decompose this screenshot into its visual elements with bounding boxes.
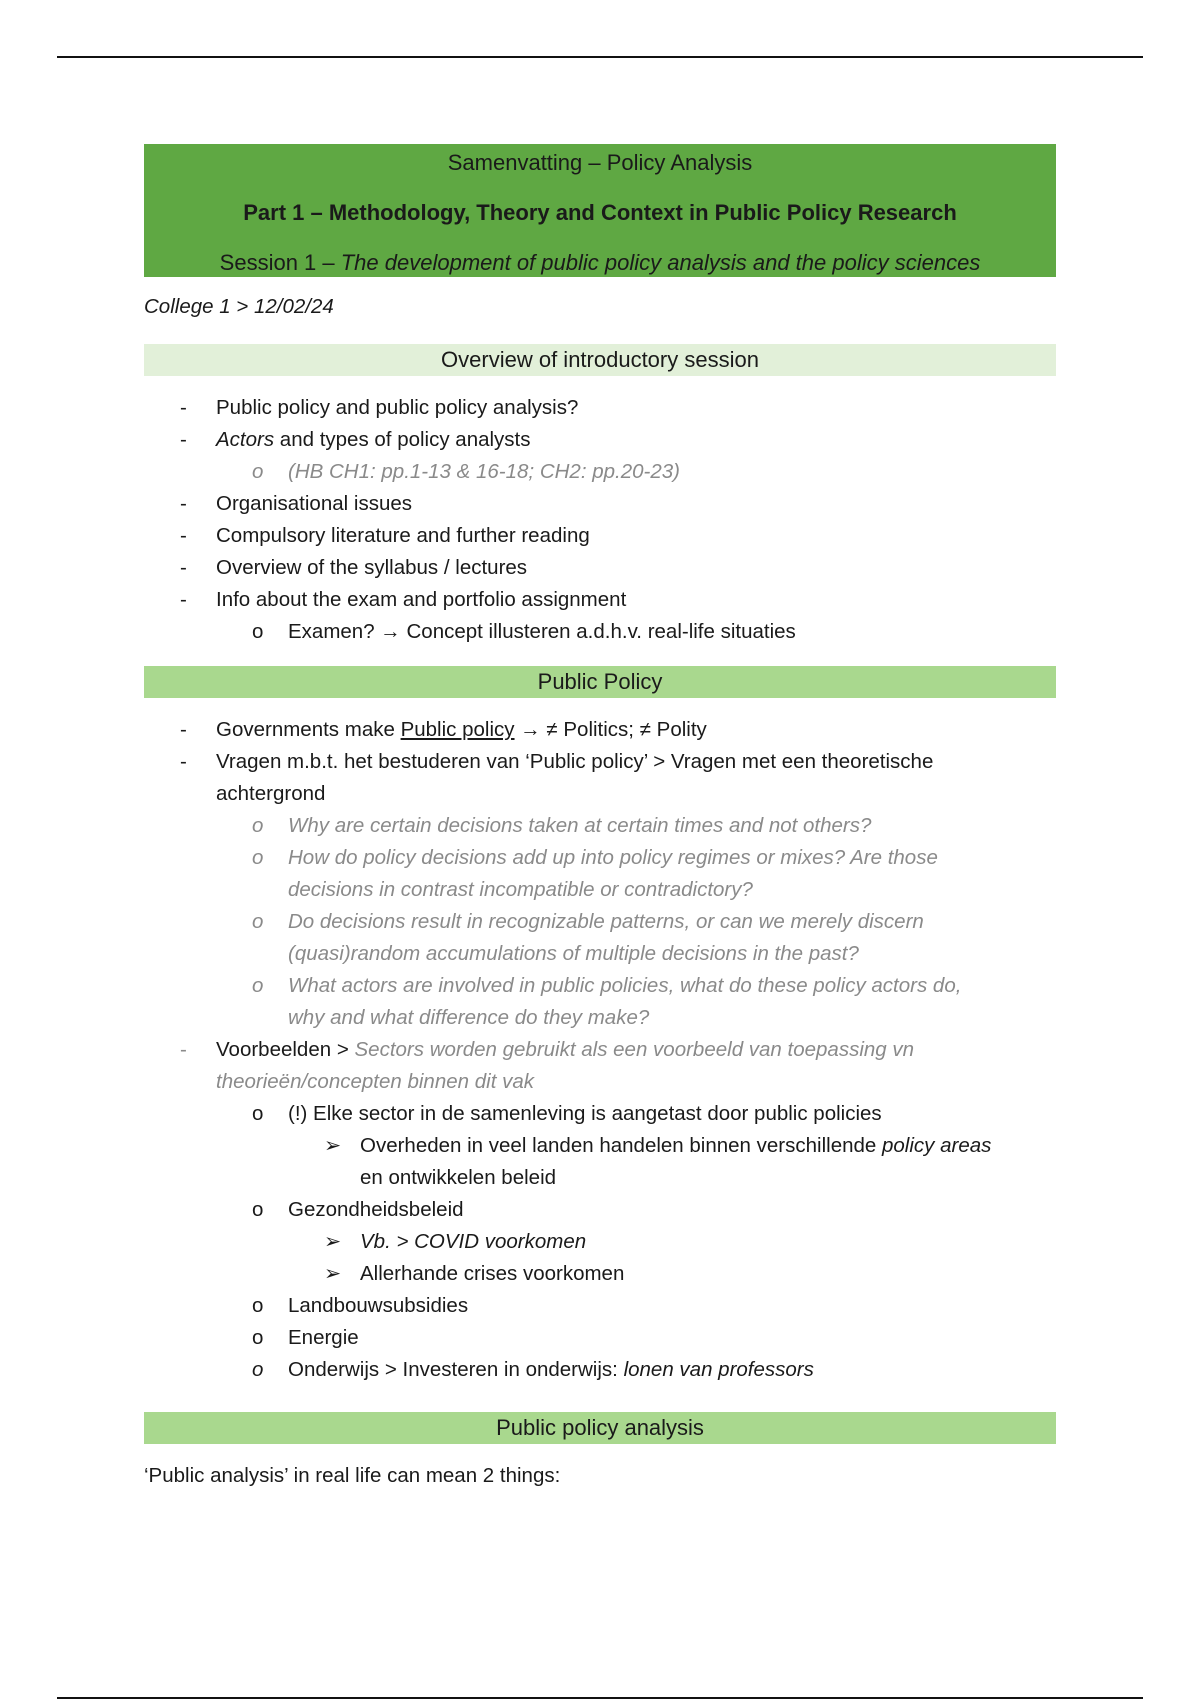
part-title: Part 1 – Methodology, Theory and Context in Public Policy Research [243, 200, 957, 225]
list-item: - Overview of the syllabus / lectures [180, 556, 528, 579]
list-subsubitem: ➢ Vb. > COVID voorkomen [360, 1226, 586, 1258]
top-rule [57, 56, 1143, 58]
arrow-bullet-icon: ➢ [324, 1262, 342, 1285]
section-heading-overview: Overview of introductory session [144, 344, 1056, 376]
list-subsubitem: ➢ Overheden in veel landen handelen binnen verschillende policy areas [360, 1130, 991, 1162]
list-subsubitem: ➢ Allerhande crises voorkomen [360, 1258, 624, 1290]
title-block [144, 144, 1056, 277]
analysis-intro: ‘Public analysis’ in real life can mean 2 things: [144, 1464, 561, 1487]
list-subsubitem-continuation: en ontwikkelen beleid [360, 1166, 557, 1189]
question-item: o Do decisions result in recognizable patterns, or can we merely discern [252, 910, 924, 933]
question-item: o How do policy decisions add up into policy regimes or mixes? Are those [252, 846, 938, 869]
list-subitem: o Landbouwsubsidies [252, 1294, 469, 1317]
public-policy-term: Public policy [400, 718, 515, 741]
list-subitem: o Onderwijs > Investeren in onderwijs: lonen van professors [252, 1358, 814, 1381]
list-item-continuation: theorieën/concepten binnen dit vak [216, 1070, 534, 1093]
list-item: - Governments make Public policy → ≠ Politics; ≠ Polity [180, 718, 707, 741]
question-item: o Why are certain decisions taken at certain times and not others? [252, 814, 872, 837]
list-item-continuation: achtergrond [216, 782, 326, 805]
list-item: - Vragen m.b.t. het bestuderen van ‘Public policy’ > Vragen met een theoretische [180, 750, 934, 773]
list-item: - Actors and types of policy analysts [180, 428, 531, 451]
question-continuation: why and what difference do they make? [288, 1006, 650, 1029]
question-continuation: decisions in contrast incompatible or contradictory? [288, 878, 753, 901]
section-heading-public-policy-analysis: Public policy analysis [144, 1412, 1056, 1444]
list-item: - Voorbeelden > Sectors worden gebruikt als een voorbeeld van toepassing vn [180, 1038, 915, 1061]
list-subitem: o Examen? → Concept illusteren a.d.h.v. real-life situaties [252, 620, 796, 643]
session-title: Session 1 – The development of public policy analysis and the policy sciences [219, 250, 981, 275]
list-subitem: o Energie [252, 1326, 359, 1349]
list-subitem: o Gezondheidsbeleid [252, 1198, 464, 1221]
question-item: o What actors are involved in public policies, what do these policy actors do, [252, 974, 962, 997]
arrow-bullet-icon: ➢ [324, 1230, 342, 1253]
list-item: - Organisational issues [180, 492, 412, 515]
question-continuation: (quasi)random accumulations of multiple decisions in the past? [288, 942, 859, 965]
list-item: - Info about the exam and portfolio assignment [180, 588, 627, 611]
section-heading-public-policy: Public Policy [144, 666, 1056, 698]
doc-title: Samenvatting – Policy Analysis [447, 150, 753, 175]
document-body [144, 144, 1056, 1487]
list-subitem: o (!) Elke sector in de samenleving is aangetast door public policies [252, 1102, 882, 1125]
list-item: - Compulsory literature and further reading [180, 524, 590, 547]
arrow-bullet-icon: ➢ [324, 1134, 342, 1157]
list-item: - Public policy and public policy analysis? [180, 396, 579, 419]
college-line: College 1 > 12/02/24 [144, 295, 334, 318]
bottom-rule [57, 1697, 1143, 1699]
list-subitem: o (HB CH1: pp.1-13 & 16-18; CH2: pp.20-23) [252, 460, 680, 483]
